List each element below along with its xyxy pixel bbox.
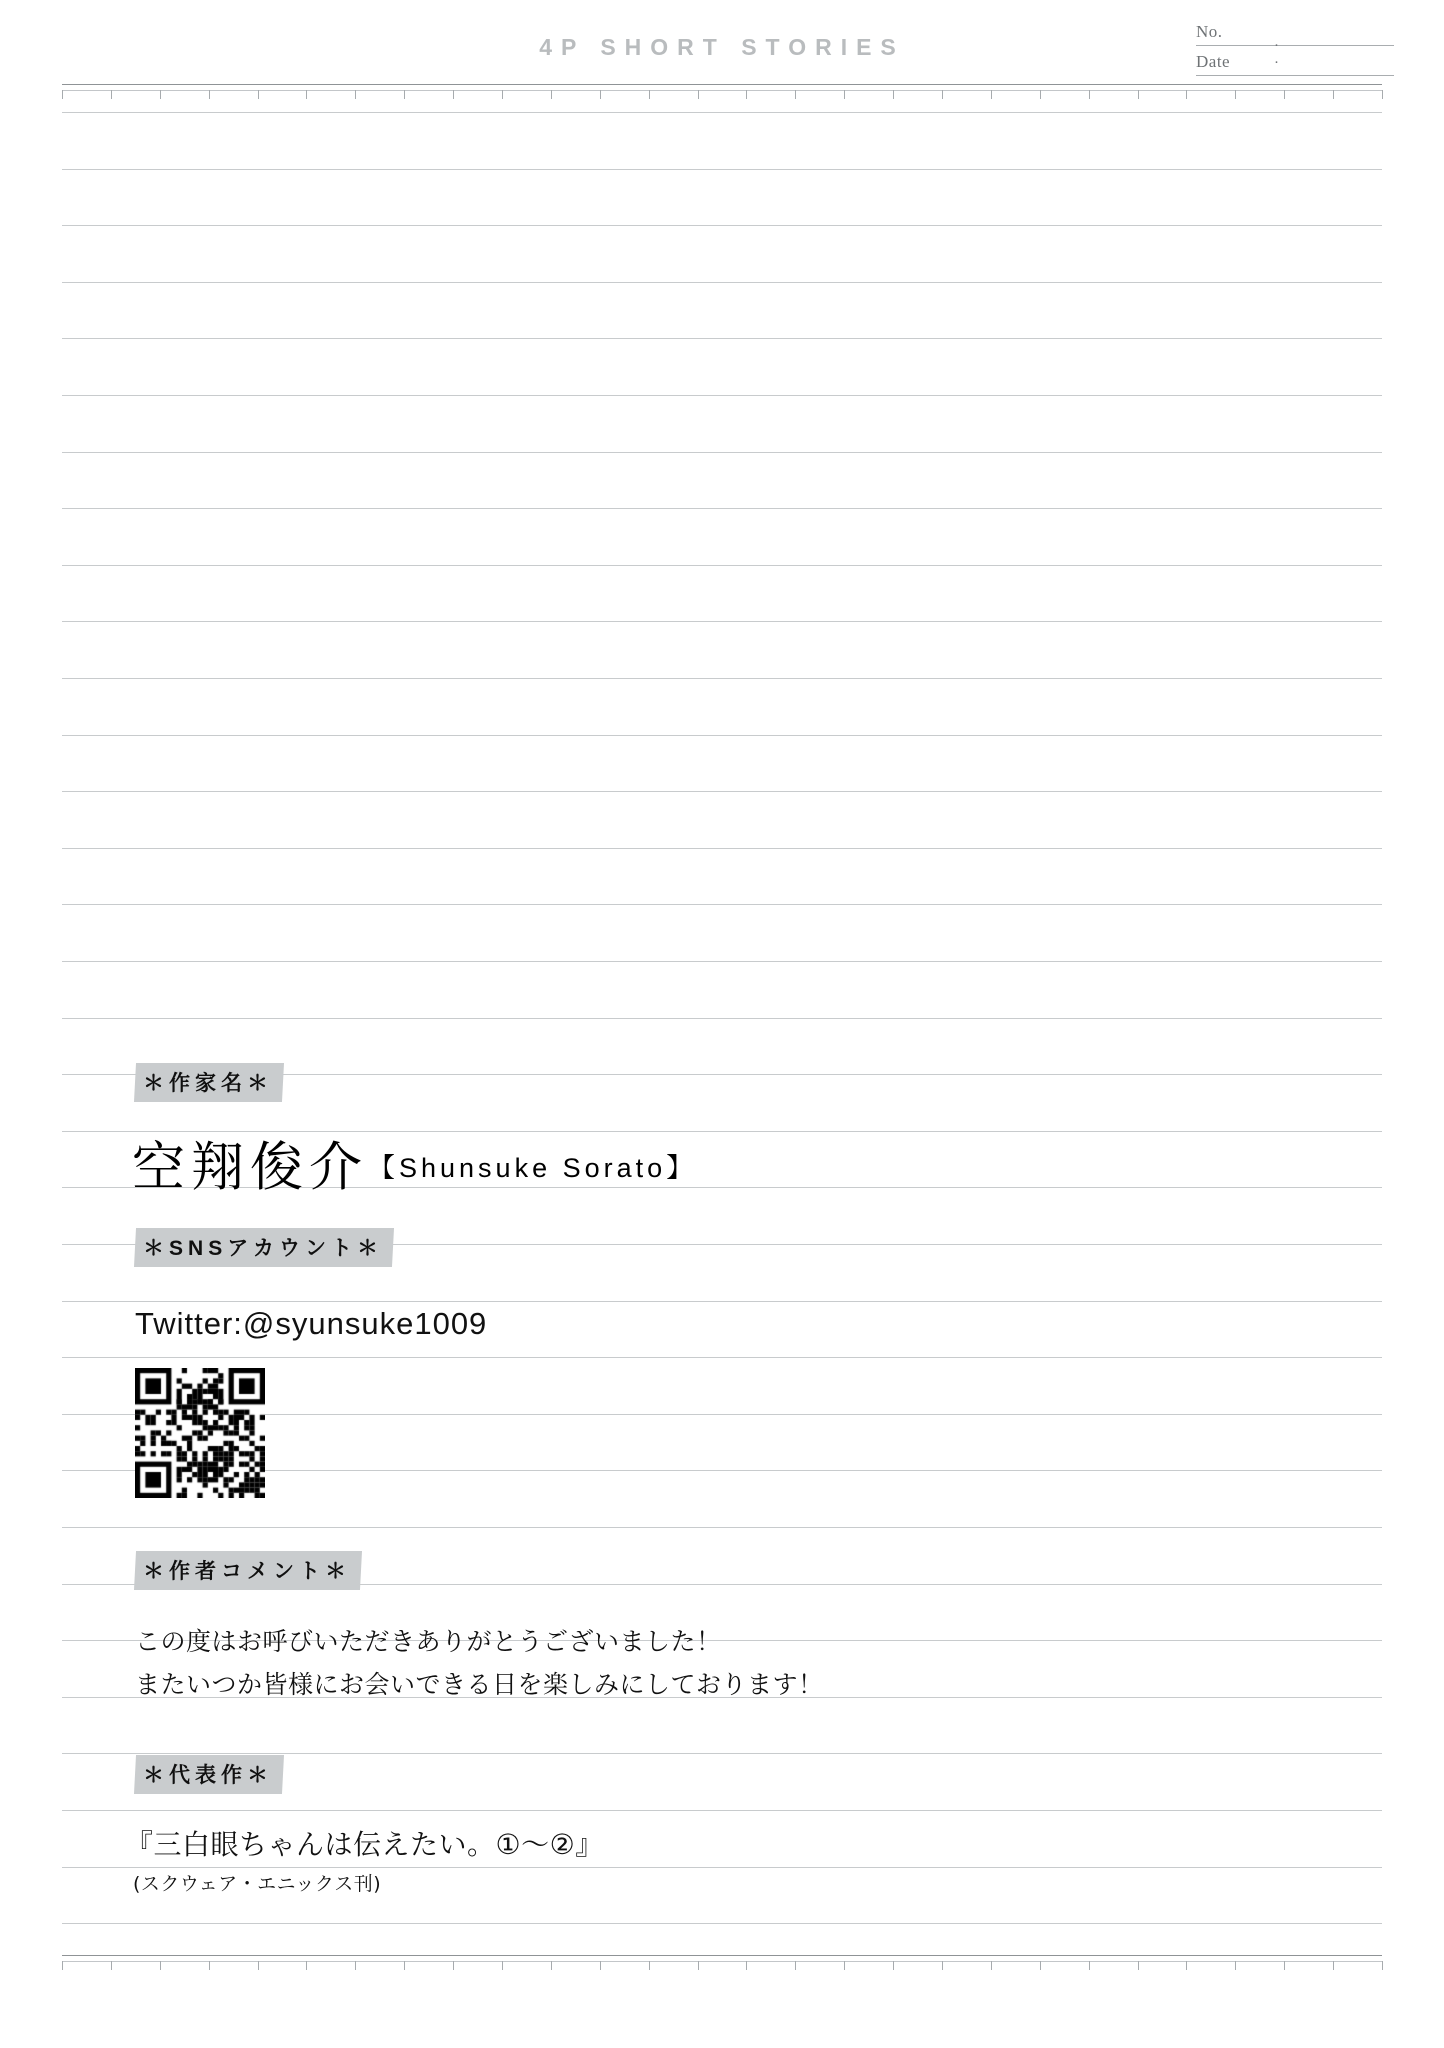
rule-line xyxy=(62,395,1382,396)
rule-line xyxy=(62,338,1382,339)
rule-line xyxy=(62,1301,1382,1302)
date-label: Date xyxy=(1196,52,1231,71)
page-title: 4P SHORT STORIES xyxy=(539,34,905,60)
rule-line xyxy=(62,112,1382,113)
no-label: No. xyxy=(1196,22,1223,41)
rule-line xyxy=(62,1527,1382,1528)
ruled-lines xyxy=(62,0,1382,2048)
author-comment xyxy=(135,1620,824,1706)
rule-line xyxy=(62,1810,1382,1811)
section-heading-sns: ＊SNSアカウント＊ xyxy=(134,1228,394,1267)
rule-line xyxy=(62,1357,1382,1358)
author-name-romaji: 【Shunsuke Sorato】 xyxy=(368,1153,698,1183)
rule-line xyxy=(62,848,1382,849)
section-heading-works: ＊代表作＊ xyxy=(134,1755,284,1794)
rule-line xyxy=(62,169,1382,170)
rule-line xyxy=(62,735,1382,736)
rule-line xyxy=(62,961,1382,962)
work-title: 『三白眼ちゃんは伝えたい。①〜②』 xyxy=(125,1828,604,1861)
rule-line xyxy=(62,621,1382,622)
section-heading-comment: ＊作者コメント＊ xyxy=(134,1551,362,1590)
author-name xyxy=(132,1125,697,1201)
rule-line xyxy=(62,508,1382,509)
rule-line xyxy=(62,1018,1382,1019)
author-name-jp: 空翔俊介 xyxy=(132,1137,368,1198)
rule-line xyxy=(62,791,1382,792)
rule-line xyxy=(62,1753,1382,1754)
section-heading-author-name: ＊作家名＊ xyxy=(134,1063,284,1102)
rule-line xyxy=(62,1923,1382,1924)
rule-line xyxy=(62,565,1382,566)
author-comment-line-2: またいつか皆様にお会いできる日を楽しみにしております！ xyxy=(135,1670,824,1699)
rule-line xyxy=(62,678,1382,679)
date-separators: · · xyxy=(1274,38,1323,71)
qr-code-icon[interactable] xyxy=(135,1368,265,1498)
sns-account[interactable]: Twitter:@syunsuke1009 xyxy=(135,1306,488,1341)
rule-line xyxy=(62,225,1382,226)
rule-line xyxy=(62,452,1382,453)
rule-line xyxy=(62,904,1382,905)
tick-mark xyxy=(1382,90,1383,99)
representative-works xyxy=(125,1823,604,1896)
rule-line xyxy=(62,282,1382,283)
author-comment-line-1: この度はお呼びいただきありがとうございました！ xyxy=(135,1627,722,1656)
tick-mark xyxy=(1382,1961,1383,1970)
work-publisher: (スクウェア・エニックス刊) xyxy=(133,1873,382,1895)
